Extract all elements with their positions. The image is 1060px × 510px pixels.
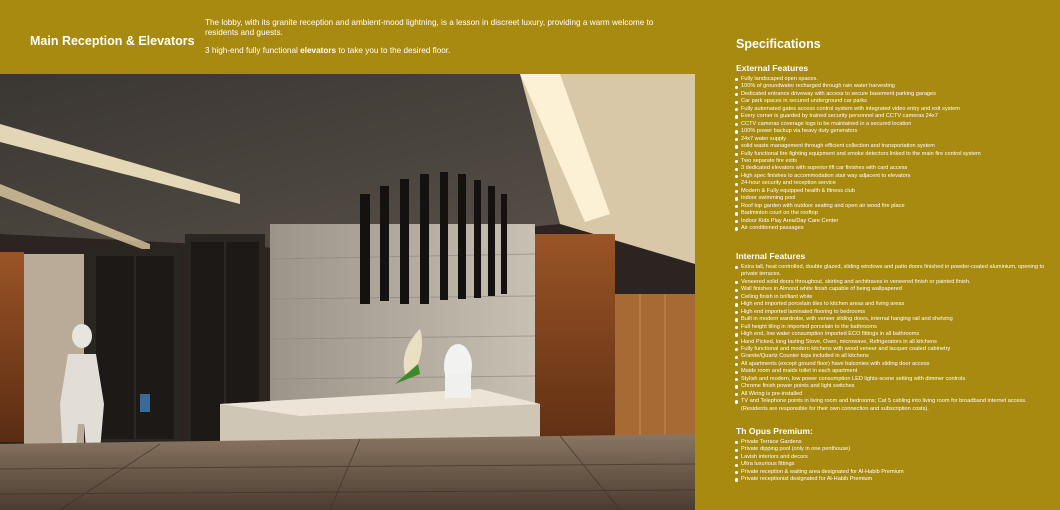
list-item: Maids room and maids toilet in each apartment [735, 368, 1053, 375]
list-item: CCTV cameras coverage logs to be maintained in a secured location [735, 121, 1053, 128]
list-item: Fully functional and modern kitchens with wood veneer and lacquer coated cabinetry [735, 346, 1053, 353]
page-title: Main Reception & Elevators [30, 34, 195, 48]
list-item: Ceiling finish in brilliant white [735, 294, 1053, 301]
list-item: Wall finishes in Almond white finish capable of being wallpapered [735, 286, 1053, 293]
specifications-title: Specifications [736, 37, 821, 51]
list-item: Lavish interiors and decors [735, 454, 1053, 461]
list-item: Private reception & waiting area designated for Al-Habib Premium [735, 469, 1053, 476]
elevators-highlight: elevators [300, 46, 337, 56]
list-item: Air conditioned passages [735, 225, 1053, 232]
list-item: Car park spaces in secured underground car parks [735, 98, 1053, 105]
intro-text-block [205, 18, 675, 65]
list-item: Chrome finish power points and light switches [735, 383, 1053, 390]
premium-features-list [735, 439, 1053, 484]
premium-title: Th Opus Premium: [736, 426, 813, 436]
external-features-list [735, 76, 1053, 233]
list-item: Every corner is guarded by trained security personnel and CCTV cameras 24x7 [735, 113, 1053, 120]
internal-features-list [735, 264, 1053, 413]
list-item: All apartments (except ground floor) have balconies with sliding door access [735, 361, 1053, 368]
list-item: High end imported laminated flooring to bedrooms [735, 309, 1053, 316]
list-item: Modern & Fully equipped health & fitness club [735, 188, 1053, 195]
list-item: solid waste management through efficient collection and transportation system [735, 143, 1053, 150]
external-features-title: External Features [736, 63, 809, 73]
list-item: Roof top garden with outdoor seating and open air wood fire place [735, 203, 1053, 210]
list-item: Private Terrace Gardens [735, 439, 1053, 446]
list-item: 100% of groundwater recharged through rain water harvesting [735, 83, 1053, 90]
list-item: Built in modern wardrobe, with veneer sliding doors, internal hanging rail and shelving [735, 316, 1053, 323]
lobby-render-image [0, 74, 695, 510]
list-item: 24x7 water supply [735, 136, 1053, 143]
list-item: All Wiring is pre-installed [735, 391, 1053, 398]
list-item: Badminton court on the rooftop [735, 210, 1053, 217]
list-item: Veneered solid doors throughout, skirting and architraves in veneered finish or painted finish. [735, 279, 1053, 286]
list-item: High end imported porcelain tiles to kitchen areas and living areas [735, 301, 1053, 308]
internal-features-title: Internal Features [736, 251, 806, 261]
list-item: 3 dedicated elevators with superior lift car finishes with card access [735, 165, 1053, 172]
list-item: High end, low water consumption imported ECO fittings in all bathrooms [735, 331, 1053, 338]
list-item: Indoor swimming pool [735, 195, 1053, 202]
list-item: TV and Telephone points in living room and bedrooms; Cat 5 cabling into living room for broadband internet access. (Residents are responsible for their own connection and subscription costs). [735, 398, 1053, 413]
list-item: Dedicated entrance driveway with access to secure basement parking garages [735, 91, 1053, 98]
list-item: Two separate fire exits [735, 158, 1053, 165]
list-item: Indoor Kids Play Area/Day Care Center [735, 218, 1053, 225]
list-item: Private receptionist designated for Al-Habib Premium [735, 476, 1053, 483]
list-item: Fully landscaped open spaces. [735, 76, 1053, 83]
list-item: High spec finishes to accommodation stair way adjacent to elevators [735, 173, 1053, 180]
list-item: Fully functional fire fighting equipment and smoke detectors linked to the main fire control system [735, 151, 1053, 158]
list-item: Ultra luxurious fittings [735, 461, 1053, 468]
list-item: Extra tall, heat controlled, double glazed, sliding windows and patio doors finished in powder-coated aluminium, opening to private terraces. [735, 264, 1053, 279]
list-item: 100% power backup via heavy duty generators [735, 128, 1053, 135]
specifications-panel [730, 0, 1055, 510]
elevators-note: 3 high-end fully functional elevators to take you to the desired floor. [205, 46, 451, 56]
list-item: Stylish and modern, low power consumption LED lights-scene setting with dimmer controls [735, 376, 1053, 383]
list-item: Fully automated gates access control system with integrated video entry and exit system [735, 106, 1053, 113]
list-item: Hand Picked, long lasting Stove, Oven, microwave, Refrigerators in all kitchens [735, 339, 1053, 346]
list-item: Full height tiling in imported porcelain to the bathrooms [735, 324, 1053, 331]
lobby-description: The lobby, with its granite reception and ambient-mood lightning, is a lesson in discreet luxury, providing a warm welcome to residents and guests. [205, 18, 654, 38]
list-item: Private dipping pool (only in one penthouse) [735, 446, 1053, 453]
list-item: Granite/Quartz Counter tops included in all kitchens [735, 353, 1053, 360]
list-item: 24-hour security and reception service [735, 180, 1053, 187]
